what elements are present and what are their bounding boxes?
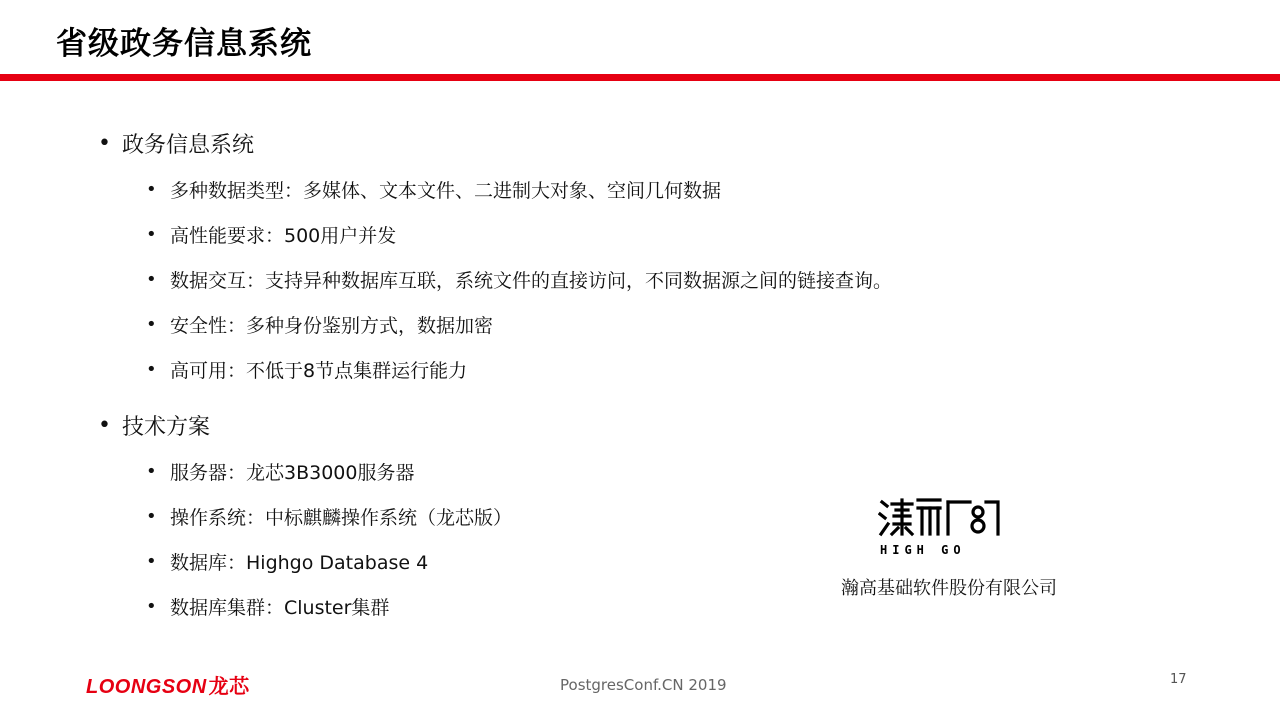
list-item-text: 操作系统：中标麒麟操作系统（龙芯版） xyxy=(170,507,513,529)
loongson-logo-en: LOONGSON xyxy=(86,676,207,698)
list-item-text: 数据库：Highgo Database 4 xyxy=(170,552,429,574)
list-item xyxy=(146,458,414,485)
list-item-text: 数据交互：支持异种数据库互联，系统文件的直接访问，不同数据源之间的链接查询。 xyxy=(170,270,893,292)
bullet-icon: • xyxy=(146,506,157,527)
list-item xyxy=(146,548,428,575)
highgo-logo xyxy=(878,494,1018,558)
list-item xyxy=(146,356,467,383)
list-item-text: 高性能要求：500用户并发 xyxy=(170,225,397,247)
page-number: 17 xyxy=(1170,672,1187,687)
highgo-logo-text: HIGH GO xyxy=(880,543,966,557)
list-item xyxy=(146,221,396,248)
section-heading xyxy=(98,410,210,441)
list-item xyxy=(146,593,389,620)
loongson-logo-cn: 龙芯 xyxy=(208,676,250,698)
conference-footer: PostgresConf.CN 2019 xyxy=(560,676,727,694)
list-item xyxy=(146,503,512,530)
list-item-text: 数据库集群：Cluster集群 xyxy=(170,597,390,619)
company-name: 瀚高基础软件股份有限公司 xyxy=(841,578,1057,599)
section-heading-text: 政务信息系统 xyxy=(122,133,255,158)
bullet-icon: • xyxy=(146,359,157,380)
bullet-icon: • xyxy=(146,224,157,245)
list-item-text: 安全性：多种身份鉴别方式，数据加密 xyxy=(170,315,494,337)
section-heading xyxy=(98,128,254,159)
bullet-icon: • xyxy=(146,596,157,617)
loongson-logo xyxy=(86,670,250,699)
bullet-icon: • xyxy=(146,461,157,482)
bullet-icon: • xyxy=(146,179,157,200)
bullet-icon: • xyxy=(146,551,157,572)
bullet-icon: • xyxy=(146,269,157,290)
list-item xyxy=(146,266,892,293)
slide-title: 省级政务信息系统 xyxy=(56,26,312,62)
section-heading-text: 技术方案 xyxy=(122,415,211,440)
list-item xyxy=(146,311,493,338)
bullet-icon: • xyxy=(146,314,157,335)
list-item xyxy=(146,176,721,203)
bullet-icon: • xyxy=(98,131,111,156)
list-item-text: 高可用：不低于8节点集群运行能力 xyxy=(170,360,468,382)
list-item-text: 多种数据类型：多媒体、文本文件、二进制大对象、空间几何数据 xyxy=(170,180,722,202)
bullet-icon: • xyxy=(98,413,111,438)
list-item-text: 服务器：龙芯3B3000服务器 xyxy=(170,462,415,484)
